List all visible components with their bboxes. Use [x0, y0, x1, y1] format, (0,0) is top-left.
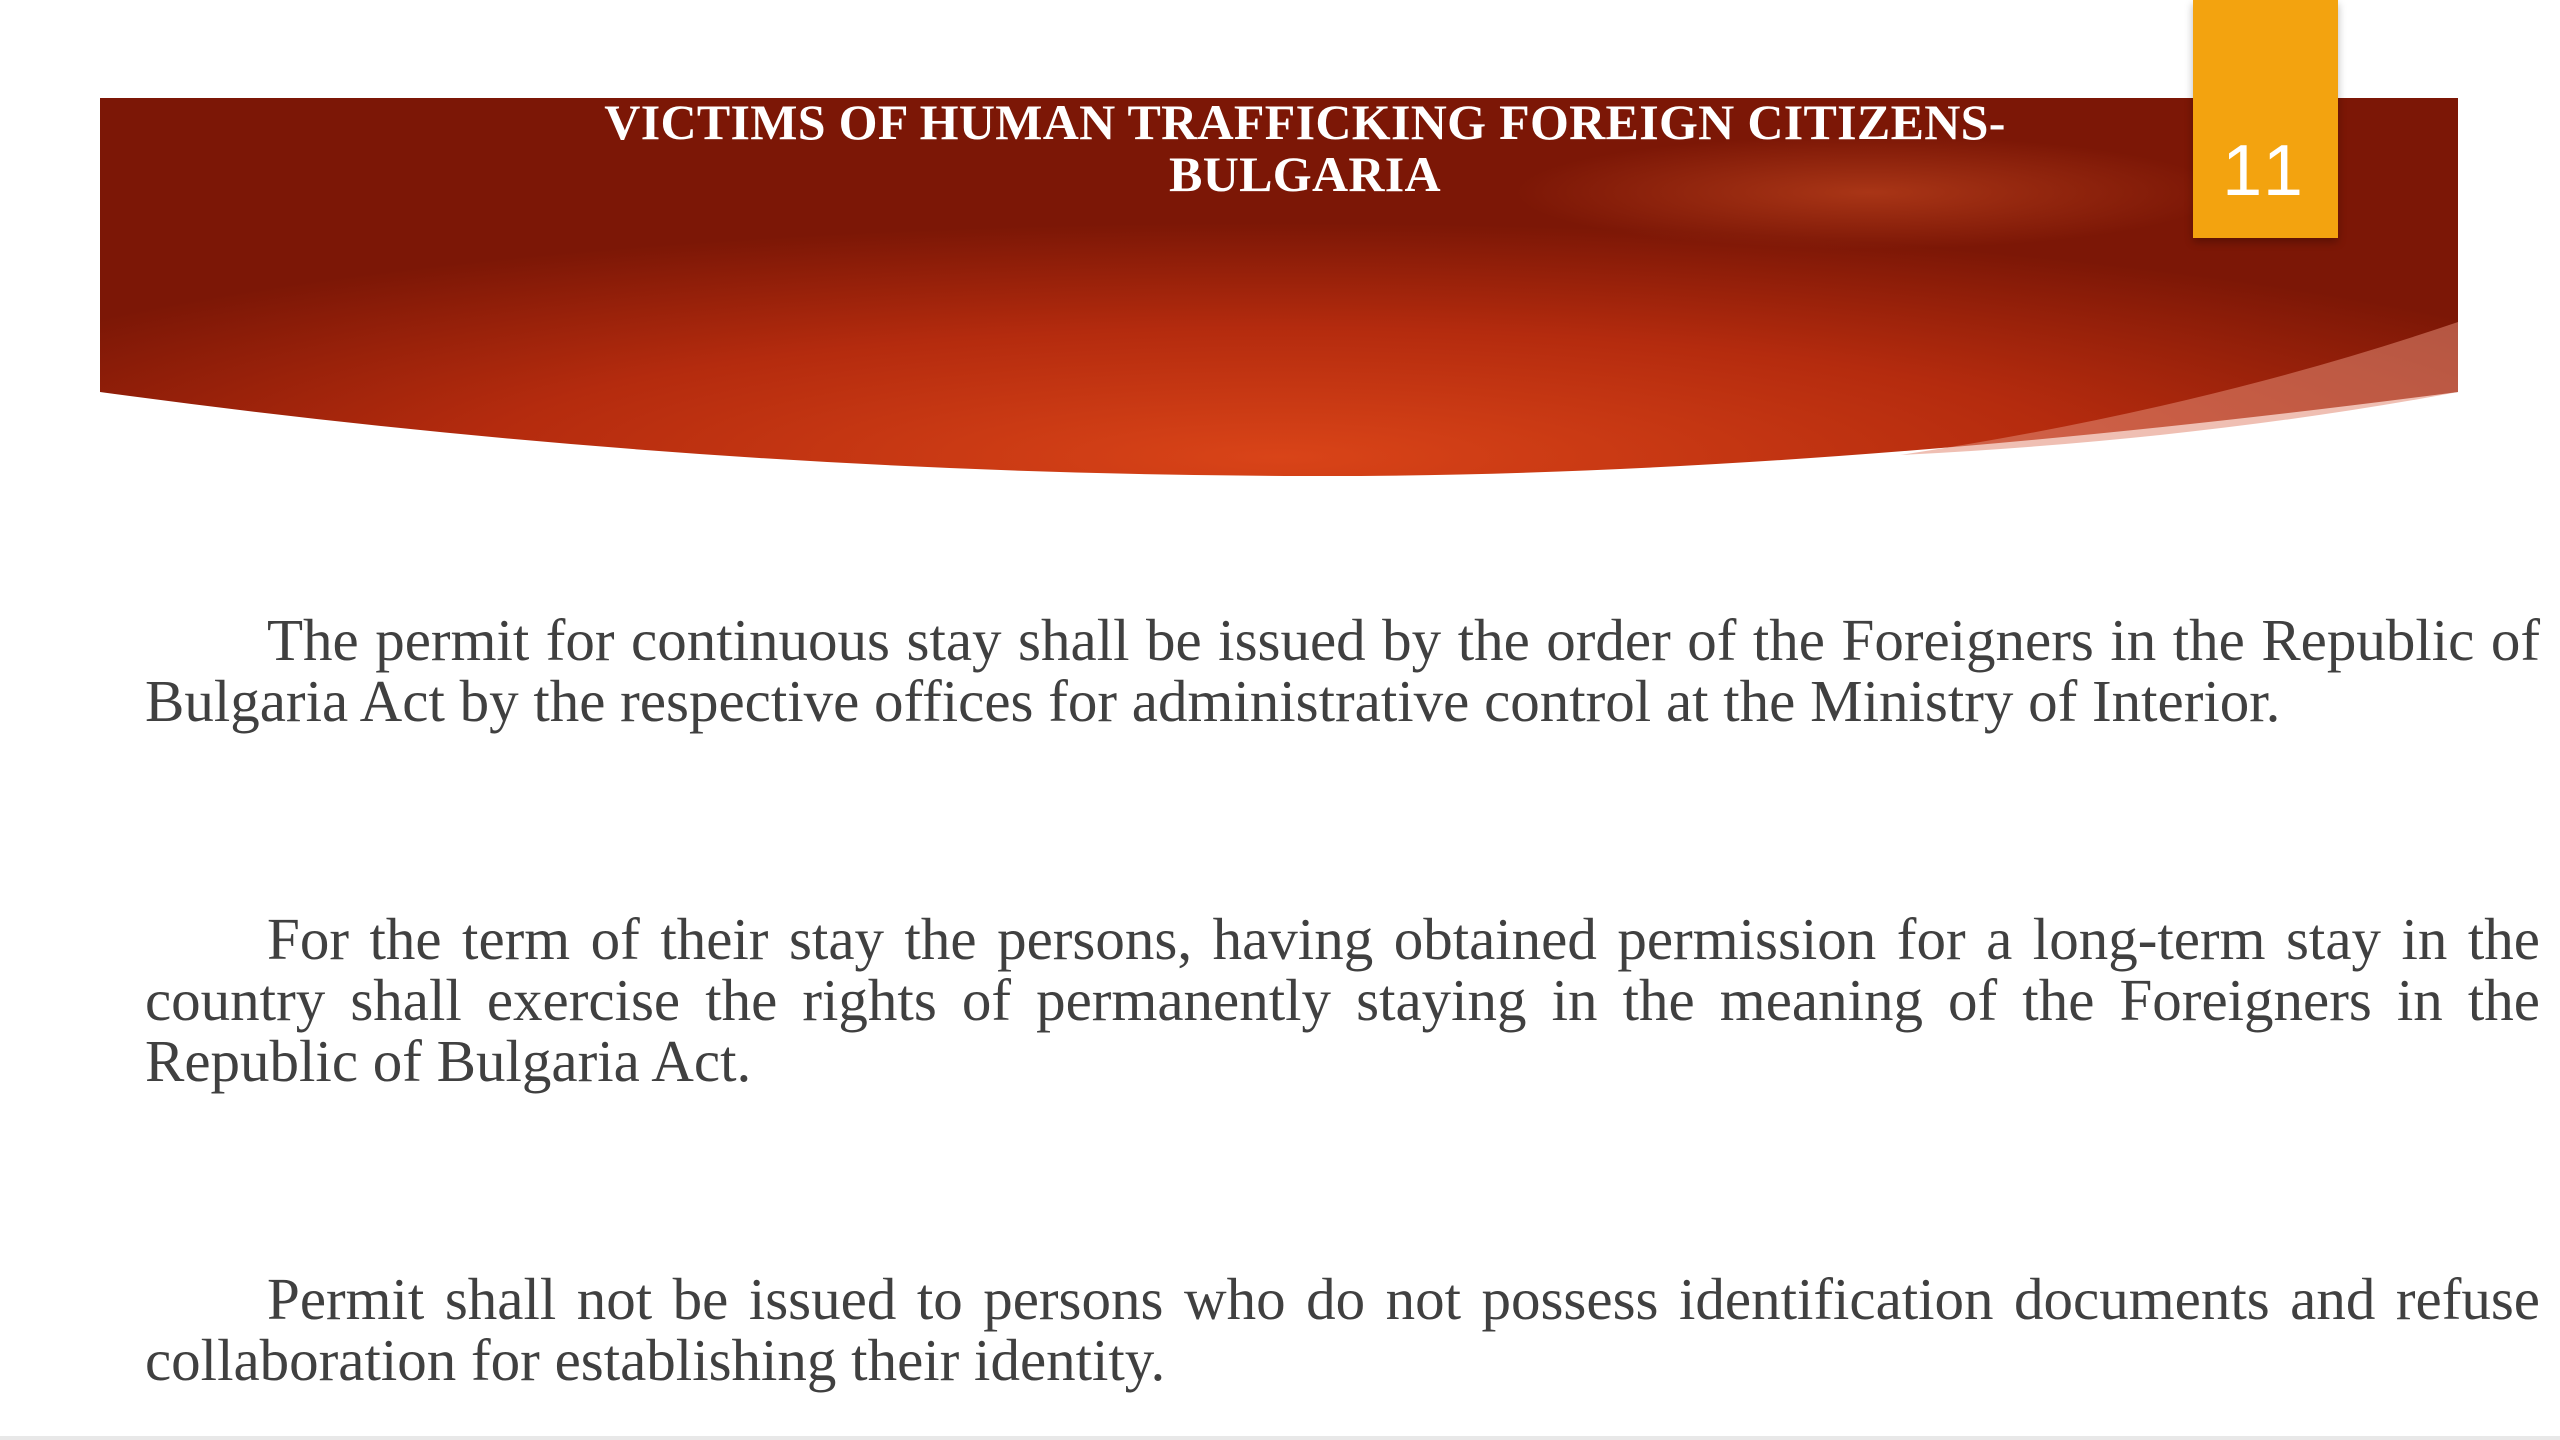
banner-shape — [0, 0, 2560, 500]
slide-body — [145, 607, 2540, 1393]
slide-title: VICTIMS OF HUMAN TRAFFICKING FOREIGN CITIZENS- BULGARIA — [604, 94, 2006, 202]
paragraph: The permit for continuous stay shall be issued by the order of the Foreigners in the Republic of Bulgaria Act by the respective offices for administrative control at the Ministry of Interior. — [145, 607, 2540, 734]
bottom-divider — [0, 1436, 2560, 1440]
slide-number-badge: 11 — [2193, 0, 2338, 238]
title-banner — [0, 0, 2560, 500]
paragraph: Permit shall not be issued to persons who do not possess identification documents and refuse collaboration for establishing their identity. — [145, 1266, 2540, 1393]
paragraph: For the term of their stay the persons, having obtained permission for a long-term stay in the country shall exercise the rights of permanently staying in the meaning of the Foreigners in the Republic of Bulgaria Act. — [145, 906, 2540, 1094]
